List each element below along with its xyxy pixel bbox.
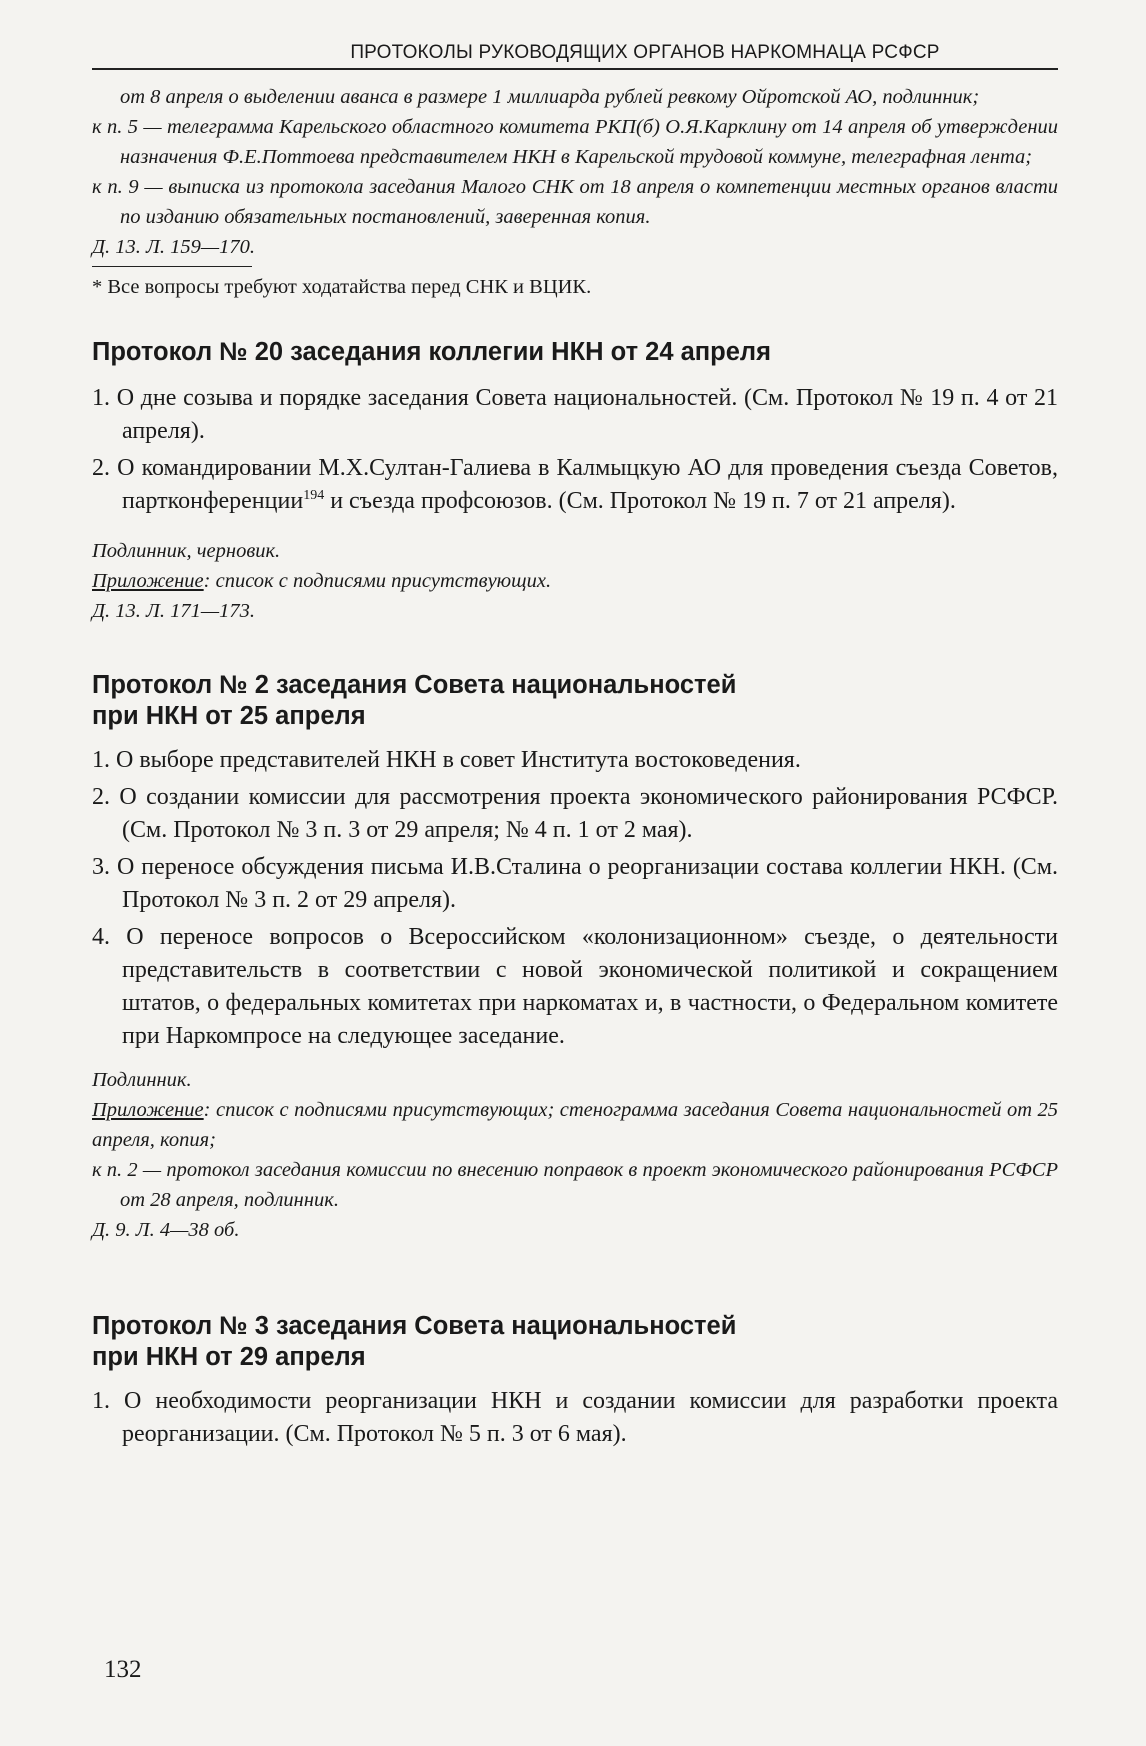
section-title xyxy=(92,1311,1058,1373)
source-note: Подлинник. xyxy=(92,1069,192,1091)
header-rule xyxy=(92,68,1058,70)
agenda-item-tail: и съезда профсоюзов. (См. Протокол № 19 п. 7 от 21 апреля). xyxy=(324,488,956,514)
appendix-line: к п. 2 — протокол заседания комиссии по внесению поправок в проект экономического районирования РСФСР от 28 апреля, подлинник. xyxy=(92,1159,1058,1211)
appendix-note xyxy=(92,1095,1058,1155)
appendix-label: Приложение xyxy=(92,1099,204,1121)
agenda-item: 1. О необходимости реорганизации НКН и создании комиссии для разработки проекта реорганизации. (См. Протокол № 5 п. 3 от 6 мая). xyxy=(92,1388,1058,1447)
section-title-line2: при НКН от 29 апреля xyxy=(92,1343,366,1371)
section-title xyxy=(92,670,1058,732)
protocol-20-section xyxy=(92,337,1058,626)
agenda-item: 1. О выборе представителей НКН в совет Института востоковедения. xyxy=(92,747,801,773)
agenda-item: 2. О создании комиссии для рассмотрения проекта экономического районирования РСФСР. (См. Протокол № 3 п. 3 от 29 апреля; № 4 п. 1 от 2 мая). xyxy=(92,784,1058,843)
appendix-note xyxy=(92,566,1058,596)
footnote-marker: 194 xyxy=(303,488,325,503)
agenda-list xyxy=(92,1385,1058,1451)
archive-reference: Д. 13. Л. 159—170. xyxy=(92,236,256,258)
source-note: Подлинник, черновик. xyxy=(92,540,281,562)
agenda-item xyxy=(92,452,1058,518)
page-content xyxy=(92,78,1058,1455)
agenda-item: 1. О дне созыва и порядке заседания Совета национальностей. (См. Протокол № 19 п. 4 от 21 апреля). xyxy=(92,385,1058,444)
protocol-3-section xyxy=(92,1311,1058,1451)
footnote-rule xyxy=(92,266,252,267)
section-notes xyxy=(92,1065,1058,1245)
section-notes xyxy=(92,536,1058,626)
page xyxy=(92,0,1058,1746)
protocol-2-section xyxy=(92,670,1058,1245)
top-attachment-block xyxy=(92,82,1058,301)
agenda-list xyxy=(92,744,1058,1053)
section-title: Протокол № 20 заседания коллегии НКН от 24 апреля xyxy=(92,338,772,366)
agenda-item: 4. О переносе вопросов о Всероссийском «колонизационном» съезде, о деятельности представительств в соответствии с новой экономической политикой и сокращением штатов, о федеральных комитетах при наркоматах и, в частности, о Федеральном комитете при Наркомпросе на следующее заседание. xyxy=(92,924,1058,1049)
archive-reference: Д. 9. Л. 4—38 об. xyxy=(92,1219,240,1241)
section-title-line1: Протокол № 3 заседания Совета национальностей xyxy=(92,1312,737,1340)
footnote: * Все вопросы требуют ходатайства перед СНК и ВЦИК. xyxy=(92,276,592,298)
appendix-text: : список с подписями присутствующих; стенограмма заседания Совета национальностей от 25 апреля, копия; xyxy=(92,1099,1058,1151)
section-title-line2: при НКН от 25 апреля xyxy=(92,702,366,730)
agenda-item-text: 2. О командировании М.Х.Султан-Галиева в Калмыцкую АО для проведения съезда Советов, партконференции xyxy=(92,455,1058,514)
appendix-text: : список с подписями присутствующих. xyxy=(203,570,552,592)
attachment-line: к п. 9 — выписка из протокола заседания Малого СНК от 18 апреля о компетенции местных органов власти по изданию обязательных постановлений, заверенная копия. xyxy=(92,176,1058,228)
agenda-item: 3. О переносе обсуждения письма И.В.Сталина о реорганизации состава коллегии НКН. (См. Протокол № 3 п. 2 от 29 апреля). xyxy=(92,854,1058,913)
agenda-list xyxy=(92,382,1058,518)
running-title: ПРОТОКОЛЫ РУКОВОДЯЩИХ ОРГАНОВ НАРКОМНАЦА РСФСР xyxy=(350,42,940,63)
page-number: 132 xyxy=(104,1656,142,1683)
attachment-line: от 8 апреля о выделении аванса в размере 1 миллиарда рублей ревкому Ойротской АО, подлинник; xyxy=(120,86,980,108)
attachment-line: к п. 5 — телеграмма Карельского областного комитета РКП(б) О.Я.Карклину от 14 апреля об утверждении назначения Ф.Е.Поттоева представителем НКН в Карельской трудовой коммуне, телеграфная лента; xyxy=(92,116,1058,168)
section-title-line1: Протокол № 2 заседания Совета национальностей xyxy=(92,671,737,699)
appendix-label: Приложение xyxy=(92,570,204,592)
archive-reference: Д. 13. Л. 171—173. xyxy=(92,600,256,622)
